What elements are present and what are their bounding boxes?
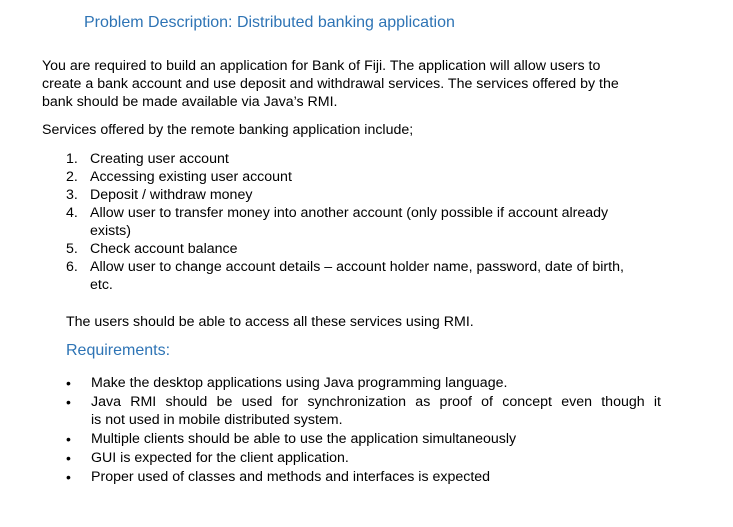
list-number: 1. (66, 151, 78, 167)
list-number: 3. (66, 187, 78, 203)
bullet-icon: • (66, 469, 71, 485)
bullet-icon: • (66, 375, 71, 391)
requirements-list (66, 374, 661, 487)
document-title: Problem Description: Distributed banking application (84, 14, 455, 31)
list-item-text: Make the desktop applications using Java programming language. (91, 375, 508, 391)
list-item-text: etc. (90, 277, 113, 293)
list-item-text: Allow user to transfer money into another account (only possible if account already (90, 205, 609, 221)
list-number: 6. (66, 259, 78, 275)
list-item-text: is not used in mobile distributed system. (91, 412, 343, 428)
list-number: 5. (66, 241, 78, 257)
list-number: 2. (66, 169, 78, 185)
list-item (66, 468, 661, 486)
intro-line: You are required to build an application for Bank of Fiji. The application will allow users to (42, 58, 601, 74)
intro-line: create a bank account and use deposit and withdrawal services. The services offered by the (42, 76, 619, 92)
intro-line: bank should be made available via Java’s RMI. (42, 94, 338, 110)
list-item (66, 393, 661, 429)
list-item-text: Check account balance (90, 241, 238, 257)
bullet-icon: • (66, 394, 71, 410)
list-item (66, 168, 624, 186)
intro-paragraph (42, 57, 619, 111)
services-list (66, 150, 624, 294)
list-item-text: Proper used of classes and methods and interfaces is expected (91, 469, 491, 485)
list-item-text: Creating user account (90, 151, 229, 167)
bullet-icon: • (66, 431, 71, 447)
list-item (66, 150, 624, 168)
list-item (66, 204, 624, 240)
services-intro: Services offered by the remote banking application include; (42, 122, 414, 138)
list-item-text: Allow user to change account details – account holder name, password, date of birth, (90, 259, 624, 275)
list-item-text: GUI is expected for the client application. (91, 450, 349, 466)
list-item-text: exists) (90, 223, 131, 239)
list-item-text: Java RMI should be used for synchronization as proof of concept even though it (91, 394, 661, 410)
list-item-text: Multiple clients should be able to use the application simultaneously (91, 431, 517, 447)
list-item (66, 449, 661, 467)
rmi-note: The users should be able to access all these services using RMI. (66, 314, 474, 330)
list-item (66, 430, 661, 448)
list-item (66, 186, 624, 204)
list-item-text: Deposit / withdraw money (90, 187, 253, 203)
list-item (66, 240, 624, 258)
bullet-icon: • (66, 450, 71, 466)
list-item (66, 374, 661, 392)
list-number: 4. (66, 205, 78, 221)
requirements-heading: Requirements: (66, 342, 171, 359)
list-item-text: Accessing existing user account (90, 169, 292, 185)
list-item (66, 258, 624, 294)
